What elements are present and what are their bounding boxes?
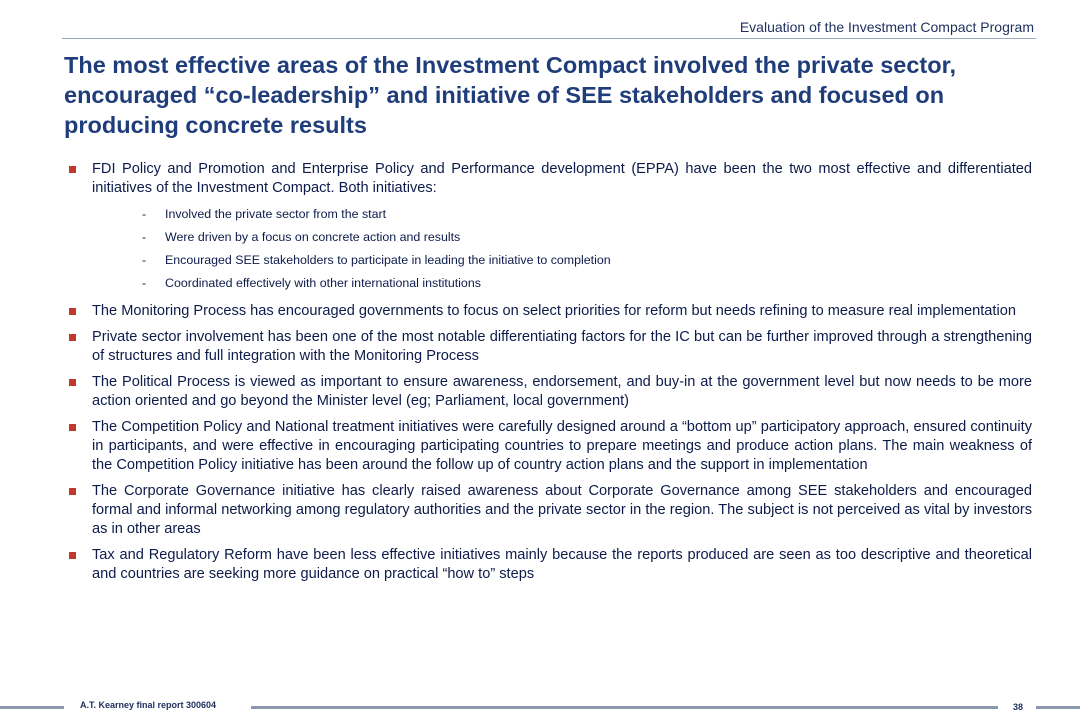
sub-list [92,203,1032,295]
sub-item [92,203,1032,226]
bullet-text: The Political Process is viewed as important to ensure awareness, endorsement, and buy-in at the government level but now needs to be more action oriented and go beyond the Minister level (eg; Parliament, local government) [92,374,1032,409]
bullet-item [64,328,1032,366]
sub-item-text: Encouraged SEE stakeholders to participate in leading the initiative to completion [165,253,611,267]
page-number: 38 [1013,702,1024,712]
sub-item [92,226,1032,249]
footer-rule-middle [251,706,998,709]
sub-item-text: Were driven by a focus on concrete action and results [165,230,461,244]
sub-item-text: Coordinated effectively with other international institutions [165,276,481,290]
bullet-square-icon [69,424,76,431]
dash-marker: - [142,207,147,221]
bullet-item [64,482,1032,539]
bullet-square-icon [69,552,76,559]
sub-item-text: Involved the private sector from the start [165,207,387,221]
dash-marker: - [142,230,147,244]
sub-item [92,249,1032,272]
header-rule [62,38,1036,39]
bullet-square-icon [69,334,76,341]
slide-title: The most effective areas of the Investment Compact involved the private sector, encouraged “co-leadership” and initiative of SEE stakeholders and focused on producing concrete results [64,52,956,138]
bullet-text: The Competition Policy and National treatment initiatives were carefully designed around a “bottom up” participatory approach, ensured continuity in participants, and were effective in encouraging participating countries to prepare meetings and produce action plans. The main weakness of the Competition Policy initiative has been around the follow up of country action plans and the support in implementation [92,419,1032,473]
bullet-list [64,160,1032,584]
header-report-title: Evaluation of the Investment Compact Program [739,19,1034,35]
bullet-item [64,160,1032,295]
bullet-text: Private sector involvement has been one of the most notable differentiating factors for the IC but can be further improved through a strengthening of structures and full integration with the Monitoring Process [92,329,1032,364]
bullet-text: The Monitoring Process has encouraged governments to focus on select priorities for reform but needs refining to measure real implementation [92,303,1016,319]
bullet-square-icon [69,379,76,386]
footer-report-label: A.T. Kearney final report 300604 [80,700,217,710]
bullet-text: The Corporate Governance initiative has clearly raised awareness about Corporate Governance among SEE stakeholders and encouraged formal and informal networking among regulatory authorities and the private sector in the region. The subject is not perceived as vital by investors as in other areas [92,483,1032,537]
sub-item [92,272,1032,295]
dash-marker: - [142,253,147,267]
bullet-square-icon [69,488,76,495]
footer-rule-left [0,706,64,709]
bullet-square-icon [69,166,76,173]
bullet-text: Tax and Regulatory Reform have been less effective initiatives mainly because the reports produced are seen as too descriptive and theoretical and countries are seeking more guidance on practical “how to” steps [92,547,1032,582]
bullet-item [64,546,1032,584]
bullet-item [64,418,1032,475]
bullet-text: FDI Policy and Promotion and Enterprise Policy and Performance development (EPPA) have been the two most effective and differentiated initiatives of the Investment Compact. Both initiatives: [92,161,1032,196]
bullet-item [64,302,1032,321]
bullet-square-icon [69,308,76,315]
footer-rule-right [1036,706,1080,709]
bullet-item [64,373,1032,411]
dash-marker: - [142,276,147,290]
